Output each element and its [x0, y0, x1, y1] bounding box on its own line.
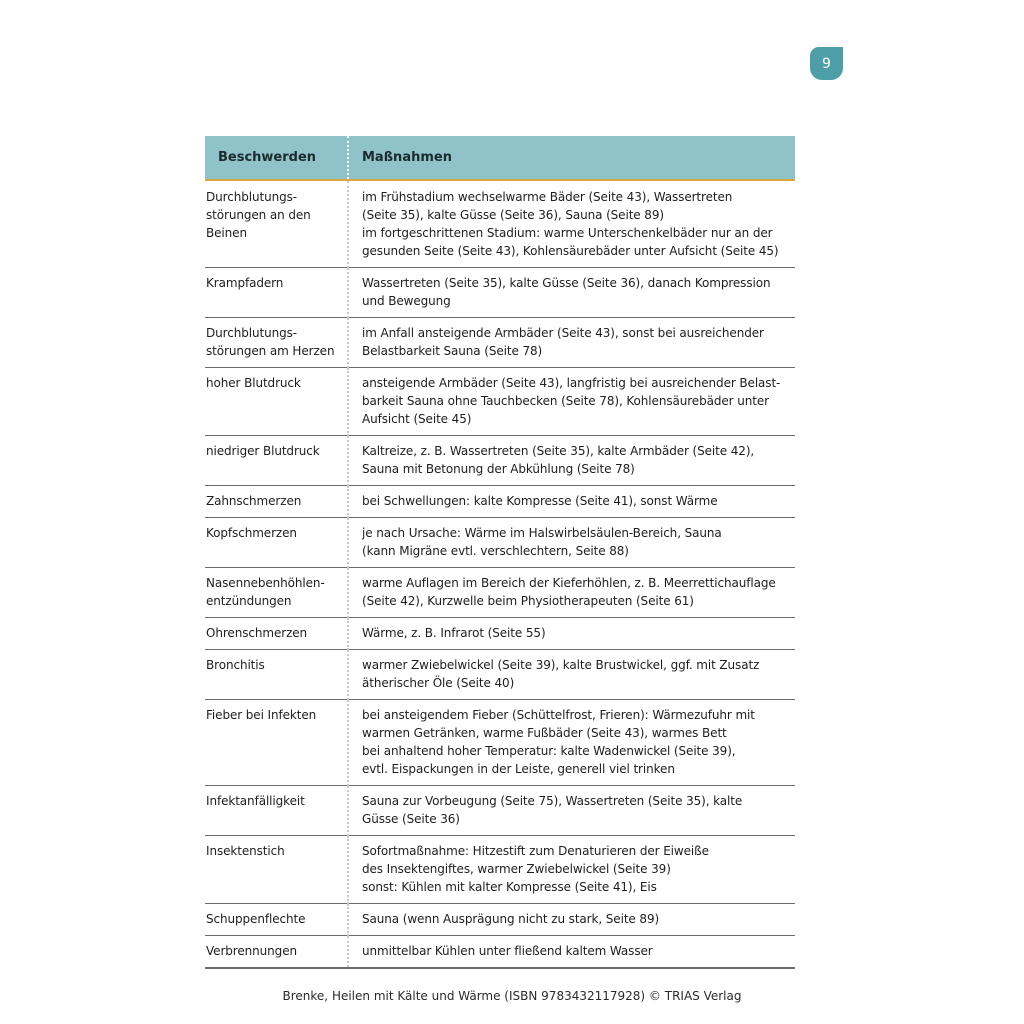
- measures-text: bei Schwellungen: kalte Kompresse (Seite 41), sonst Wärme: [362, 494, 718, 508]
- complaint-cell: [205, 518, 348, 568]
- complaint-cell: [205, 936, 348, 969]
- complaint-text: Durchblutungs-: [206, 190, 297, 204]
- measures-cell: [348, 518, 795, 568]
- complaint-cell: [205, 180, 348, 268]
- measures-text: evtl. Eispackungen in der Leiste, generell viel trinken: [362, 762, 675, 776]
- page-footer-citation: Brenke, Heilen mit Kälte und Wärme (ISBN 9783432117928) © TRIAS Verlag: [282, 989, 742, 1003]
- column-header-measures: Maßnahmen: [348, 136, 795, 180]
- complaint-cell: [205, 836, 348, 904]
- table-row: [205, 368, 795, 436]
- complaint-cell: [205, 436, 348, 486]
- measures-text: warmer Zwiebelwickel (Seite 39), kalte Brustwickel, ggf. mit Zusatz: [362, 658, 760, 672]
- complaint-text: Nasennebenhöhlen-: [206, 576, 325, 590]
- measures-text: je nach Ursache: Wärme im Halswirbelsäulen-Bereich, Sauna: [362, 526, 722, 540]
- measures-text: warmen Getränken, warme Fußbäder (Seite 43), warmes Bett: [362, 726, 727, 740]
- complaint-text: Beinen: [206, 226, 247, 240]
- complaint-text: Ohrenschmerzen: [206, 626, 308, 640]
- complaint-text: Krampfadern: [206, 276, 284, 290]
- table-row: [205, 836, 795, 904]
- table-body: [205, 180, 795, 968]
- complaint-text: entzündungen: [206, 594, 292, 608]
- measures-cell: [348, 368, 795, 436]
- measures-text: Sofortmaßnahme: Hitzestift zum Denaturieren der Eiweiße: [362, 844, 709, 858]
- measures-cell: [348, 650, 795, 700]
- table-row: [205, 904, 795, 936]
- table-row: [205, 268, 795, 318]
- remedies-table-container: [205, 136, 795, 969]
- measures-cell: [348, 486, 795, 518]
- measures-cell: [348, 618, 795, 650]
- measures-text: ätherischer Öle (Seite 40): [362, 676, 515, 690]
- measures-cell: [348, 318, 795, 368]
- complaint-cell: [205, 568, 348, 618]
- measures-text: gesunden Seite (Seite 43), Kohlensäurebäder unter Aufsicht (Seite 45): [362, 244, 779, 258]
- remedies-table: [205, 136, 795, 969]
- complaint-cell: [205, 318, 348, 368]
- table-row: [205, 936, 795, 969]
- measures-text: (Seite 35), kalte Güsse (Seite 36), Sauna (Seite 89): [362, 208, 664, 222]
- complaint-cell: [205, 700, 348, 786]
- complaint-text: Infektanfälligkeit: [206, 794, 305, 808]
- complaint-text: Insektenstich: [206, 844, 285, 858]
- complaint-text: Schuppenflechte: [206, 912, 306, 926]
- complaint-cell: [205, 486, 348, 518]
- measures-cell: [348, 936, 795, 969]
- complaint-text: störungen an den: [206, 208, 311, 222]
- measures-text: Güsse (Seite 36): [362, 812, 460, 826]
- measures-text: des Insektengiftes, warmer Zwiebelwickel (Seite 39): [362, 862, 671, 876]
- complaint-text: Kopfschmerzen: [206, 526, 297, 540]
- measures-text: im Frühstadium wechselwarme Bäder (Seite 43), Wassertreten: [362, 190, 733, 204]
- measures-cell: [348, 786, 795, 836]
- table-row: [205, 180, 795, 268]
- measures-text: Kaltreize, z. B. Wassertreten (Seite 35), kalte Armbäder (Seite 42),: [362, 444, 755, 458]
- complaint-text: Zahnschmerzen: [206, 494, 302, 508]
- measures-text: bei anhaltend hoher Temperatur: kalte Wadenwickel (Seite 39),: [362, 744, 736, 758]
- complaint-cell: [205, 268, 348, 318]
- measures-text: im fortgeschrittenen Stadium: warme Unterschenkelbäder nur an der: [362, 226, 773, 240]
- table-row: [205, 436, 795, 486]
- measures-cell: [348, 436, 795, 486]
- complaint-text: Durchblutungs-: [206, 326, 297, 340]
- table-row: [205, 786, 795, 836]
- measures-text: im Anfall ansteigende Armbäder (Seite 43), sonst bei ausreichender: [362, 326, 764, 340]
- complaint-cell: [205, 904, 348, 936]
- measures-text: und Bewegung: [362, 294, 451, 308]
- complaint-text: störungen am Herzen: [206, 344, 335, 358]
- measures-text: Wärme, z. B. Infrarot (Seite 55): [362, 626, 546, 640]
- measures-cell: [348, 700, 795, 786]
- measures-cell: [348, 268, 795, 318]
- complaint-text: Fieber bei Infekten: [206, 708, 317, 722]
- column-header-complaints: Beschwerden: [205, 136, 348, 180]
- measures-text: ansteigende Armbäder (Seite 43), langfristig bei ausreichender Belast-: [362, 376, 781, 390]
- complaint-cell: [205, 786, 348, 836]
- complaint-cell: [205, 368, 348, 436]
- measures-text: warme Auflagen im Bereich der Kieferhöhlen, z. B. Meerrettichauflage: [362, 576, 776, 590]
- table-row: [205, 518, 795, 568]
- table-row: [205, 486, 795, 518]
- measures-cell: [348, 904, 795, 936]
- table-row: [205, 568, 795, 618]
- measures-text: bei ansteigendem Fieber (Schüttelfrost, Frieren): Wärmezufuhr mit: [362, 708, 755, 722]
- complaint-cell: [205, 650, 348, 700]
- table-row: [205, 700, 795, 786]
- page-number-badge: 9: [810, 47, 843, 80]
- measures-text: Sauna mit Betonung der Abkühlung (Seite 78): [362, 462, 635, 476]
- table-row: [205, 318, 795, 368]
- measures-cell: [348, 836, 795, 904]
- measures-cell: [348, 568, 795, 618]
- measures-cell: [348, 180, 795, 268]
- complaint-text: niedriger Blutdruck: [206, 444, 320, 458]
- measures-text: unmittelbar Kühlen unter fließend kaltem Wasser: [362, 944, 653, 958]
- complaint-text: Bronchitis: [206, 658, 265, 672]
- measures-text: Sauna (wenn Ausprägung nicht zu stark, Seite 89): [362, 912, 660, 926]
- measures-text: (kann Migräne evtl. verschlechtern, Seite 88): [362, 544, 629, 558]
- table-header-row: [205, 136, 795, 180]
- measures-text: barkeit Sauna ohne Tauchbecken (Seite 78), Kohlensäurebäder unter: [362, 394, 769, 408]
- complaint-text: Verbrennungen: [206, 944, 297, 958]
- complaint-text: hoher Blutdruck: [206, 376, 301, 390]
- measures-text: Wassertreten (Seite 35), kalte Güsse (Seite 36), danach Kompression: [362, 276, 771, 290]
- table-row: [205, 618, 795, 650]
- table-row: [205, 650, 795, 700]
- measures-text: sonst: Kühlen mit kalter Kompresse (Seite 41), Eis: [362, 880, 657, 894]
- measures-text: Aufsicht (Seite 45): [362, 412, 472, 426]
- measures-text: Belastbarkeit Sauna (Seite 78): [362, 344, 543, 358]
- measures-text: Sauna zur Vorbeugung (Seite 75), Wassertreten (Seite 35), kalte: [362, 794, 743, 808]
- complaint-cell: [205, 618, 348, 650]
- measures-text: (Seite 42), Kurzwelle beim Physiotherapeuten (Seite 61): [362, 594, 694, 608]
